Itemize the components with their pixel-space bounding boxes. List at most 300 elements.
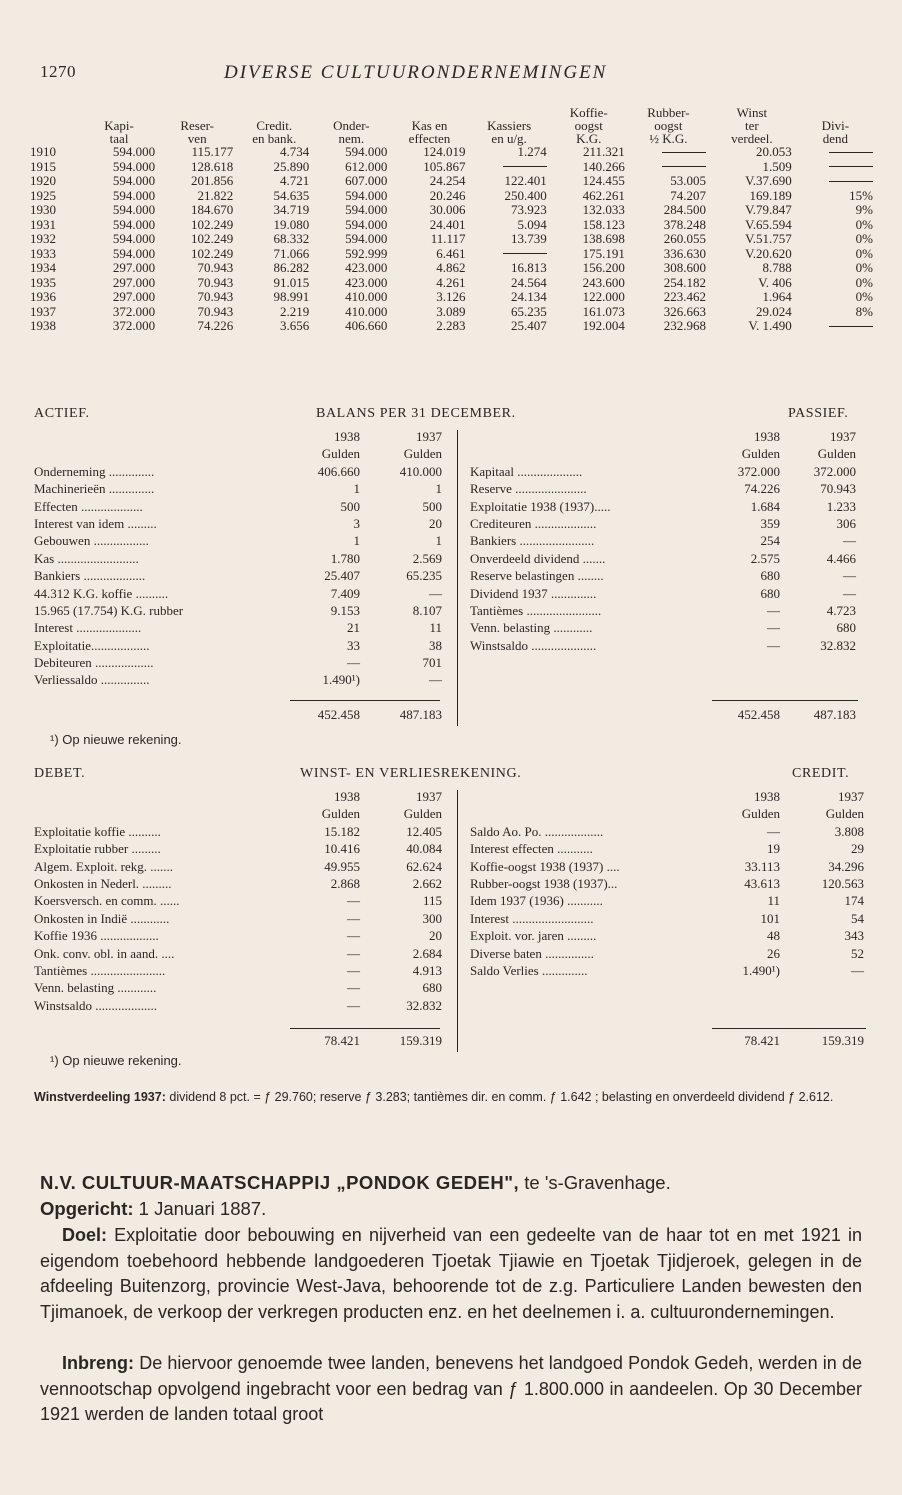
- header-cell: verdeel.: [731, 131, 773, 146]
- actief-list: [34, 463, 452, 689]
- doel-label: Doel:: [62, 1225, 107, 1245]
- header-cell: Kassiers: [487, 118, 532, 133]
- table-row: [30, 247, 876, 262]
- value-cell: 0%: [855, 245, 873, 261]
- value-1937: —: [843, 533, 856, 549]
- item-label: Tantièmes .......................: [34, 962, 166, 978]
- value-cell: 158.123: [582, 216, 625, 232]
- balance-total-rule: [290, 700, 440, 701]
- value-1937: 70.943: [820, 481, 856, 497]
- value-1937: 54: [851, 910, 864, 926]
- item-label: Rubber-oogst 1938 (1937)...: [470, 875, 618, 891]
- value-cell: V.20.620: [745, 245, 792, 261]
- value-cell: 2.219: [280, 303, 310, 319]
- item-label: Koffie 1936 ..................: [34, 928, 159, 944]
- value-cell: 53.005: [670, 173, 706, 188]
- list-item: [34, 585, 452, 602]
- value-cell: 184.670: [191, 202, 234, 217]
- list-item: [470, 515, 858, 532]
- item-label: Diverse baten ...............: [470, 945, 594, 961]
- year-cell: 1937: [30, 303, 56, 319]
- value-cell: [628, 145, 709, 160]
- value-cell: 594.000: [112, 216, 156, 232]
- value-cell: 6.461: [436, 245, 466, 261]
- wv-total-rule: [712, 1028, 866, 1029]
- header-cell: taal: [109, 131, 129, 146]
- value-cell: 1.964: [762, 289, 792, 304]
- value-cell: 132.033: [582, 202, 625, 217]
- value-cell: 612.000: [345, 158, 388, 174]
- value-1937: 300: [422, 910, 442, 926]
- header-cell: Kas en: [411, 118, 448, 133]
- value-1938: 1: [353, 533, 360, 549]
- balance-title: BALANS PER 31 DECEMBER.: [316, 406, 516, 421]
- list-item: [34, 550, 452, 567]
- item-label: Bankiers .......................: [470, 533, 595, 549]
- header-cell: Divi-: [821, 118, 850, 133]
- value-1938: 1.780: [330, 550, 360, 566]
- list-item: [34, 910, 452, 927]
- dash-mark: [662, 166, 706, 167]
- value-1937: 680: [836, 620, 856, 636]
- value-cell: 372.000: [112, 318, 156, 333]
- year-cell: 1920: [30, 173, 56, 188]
- value-1938: 9.153: [330, 602, 360, 618]
- value-cell: 122.000: [582, 289, 625, 304]
- balance-passief-columns: [470, 428, 858, 654]
- item-label: Winstsaldo ...................: [34, 997, 157, 1013]
- list-item: [34, 671, 452, 688]
- list-item: [470, 532, 858, 549]
- col-unit: Gulden: [403, 806, 442, 822]
- value-1937: 680: [422, 980, 442, 996]
- list-item: [470, 962, 866, 979]
- value-cell: 20.246: [429, 187, 466, 203]
- value-cell: 410.000: [345, 303, 388, 319]
- value-1938: —: [767, 620, 780, 636]
- value-cell: V.65.594: [745, 216, 792, 232]
- value-cell: 20.053: [756, 144, 792, 159]
- value-1938: —: [767, 602, 780, 618]
- value-1937: 343: [844, 928, 864, 944]
- value-cell: 11.117: [430, 231, 466, 246]
- item-label: Algem. Exploit. rekg. .......: [34, 858, 174, 874]
- total-1938: 452.458: [737, 707, 780, 722]
- value-1937: 8.107: [412, 602, 442, 618]
- col-unit: Gulden: [321, 446, 360, 462]
- col-year: 1938: [334, 429, 360, 444]
- header-cell: en bank.: [252, 131, 297, 146]
- item-label: Interest effecten ...........: [470, 841, 593, 857]
- value-1937: —: [429, 585, 442, 601]
- wv-title: WINST- EN VERLIESREKENING.: [300, 766, 522, 781]
- value-1937: 40.084: [406, 841, 442, 857]
- value-1938: 49.955: [324, 858, 360, 874]
- company-heading: [40, 1170, 862, 1222]
- value-cell: [795, 145, 876, 160]
- header-cell: ven: [187, 131, 207, 146]
- value-cell: 8.788: [762, 260, 792, 275]
- inbreng-paragraph: [40, 1351, 862, 1428]
- item-label: Effecten ...................: [34, 498, 143, 514]
- item-label: Exploitatie rubber .........: [34, 841, 161, 857]
- value-cell: 0%: [855, 216, 873, 232]
- value-1937: 120.563: [821, 875, 864, 891]
- value-cell: 156.200: [582, 260, 625, 275]
- value-cell: 297.000: [112, 274, 156, 290]
- table-row: [30, 145, 876, 160]
- wv-total-rule: [290, 1028, 440, 1029]
- value-1938: 10.416: [324, 841, 360, 857]
- value-cell: 24.254: [429, 173, 466, 188]
- list-item: [34, 463, 452, 480]
- table-row: [30, 261, 876, 276]
- value-cell: 169.189: [749, 187, 792, 203]
- value-cell: 594.000: [345, 231, 388, 246]
- page-number: 1270: [40, 62, 76, 81]
- header-cell: Rubber-: [647, 105, 690, 120]
- list-item: [470, 910, 866, 927]
- value-cell: 4.721: [280, 173, 310, 188]
- list-item: [34, 602, 452, 619]
- value-1937: 29: [851, 841, 864, 857]
- value-cell: 594.000: [345, 144, 388, 159]
- list-item: [34, 619, 452, 636]
- passief-heading: PASSIEF.: [788, 406, 849, 421]
- total-1937: 159.319: [821, 1033, 864, 1048]
- value-cell: 128.618: [191, 158, 234, 174]
- list-item: [470, 550, 858, 567]
- list-item: [470, 498, 858, 515]
- value-cell: 15%: [849, 187, 873, 203]
- winstverdeeling-note: [34, 1089, 872, 1105]
- value-cell: 594.000: [112, 187, 156, 203]
- value-1938: 680: [760, 568, 780, 584]
- list-item: [470, 567, 858, 584]
- value-cell: 297.000: [112, 260, 156, 275]
- value-cell: 250.400: [504, 187, 547, 203]
- col-year: 1938: [334, 789, 360, 804]
- value-1937: 3.808: [834, 823, 864, 839]
- table-row: [30, 305, 876, 320]
- item-label: Gebouwen .................: [34, 533, 149, 549]
- value-1937: 1: [435, 481, 442, 497]
- item-label: Interest van idem .........: [34, 515, 157, 531]
- list-item: [34, 962, 452, 979]
- list-item: [34, 498, 452, 515]
- value-cell: 9%: [855, 202, 873, 217]
- item-label: Debiteuren ..................: [34, 655, 154, 671]
- value-1937: 1.233: [826, 498, 856, 514]
- total-1938: 78.421: [324, 1033, 360, 1048]
- value-cell: 70.943: [197, 303, 234, 319]
- total-1937: 487.183: [399, 707, 442, 722]
- winstverdeeling-label: Winstverdeeling 1937:: [34, 1090, 166, 1104]
- value-1938: 372.000: [737, 463, 780, 479]
- value-cell: 91.015: [273, 274, 310, 290]
- balance-totals-passief: [470, 706, 858, 723]
- value-1938: 406.660: [317, 463, 360, 479]
- value-1937: 4.466: [826, 550, 856, 566]
- value-cell: 13.739: [510, 231, 547, 246]
- value-cell: 16.813: [510, 260, 547, 275]
- col-header-row: [470, 805, 866, 822]
- list-item: [34, 875, 452, 892]
- value-cell: 406.660: [345, 318, 388, 333]
- value-cell: 607.000: [345, 173, 388, 188]
- header-cell: Winst: [736, 105, 768, 120]
- value-1938: 2.868: [330, 875, 360, 891]
- list-item: [34, 654, 452, 671]
- value-cell: 24.134: [510, 289, 547, 304]
- item-label: Crediteuren ...................: [470, 515, 597, 531]
- year-table-body: [30, 145, 876, 334]
- value-1938: 1: [353, 481, 360, 497]
- value-1938: 1.684: [750, 498, 780, 514]
- value-1937: 32.832: [820, 637, 856, 653]
- list-item: [470, 892, 866, 909]
- value-cell: 102.249: [191, 216, 234, 232]
- item-label: Reserve belastingen ........: [470, 568, 604, 584]
- value-1938: —: [767, 823, 780, 839]
- value-cell: 594.000: [345, 202, 388, 217]
- value-cell: 138.698: [582, 231, 625, 246]
- doel-paragraph: [40, 1223, 862, 1325]
- header-cell: Koffie-: [569, 105, 608, 120]
- value-cell: 24.401: [429, 216, 466, 232]
- wv-totals-credit: [470, 1032, 866, 1049]
- list-item: [34, 892, 452, 909]
- value-1938: 74.226: [744, 481, 780, 497]
- value-1938: 48: [767, 928, 780, 944]
- value-1937: 701: [422, 655, 442, 671]
- item-label: Kas .........................: [34, 550, 139, 566]
- debet-list: [34, 823, 452, 1014]
- list-item: [470, 637, 858, 654]
- total-1938: 452.458: [317, 707, 360, 722]
- item-label: Interest .........................: [470, 910, 594, 926]
- value-cell: 3.126: [436, 289, 466, 304]
- item-label: Exploitatie koffie ..........: [34, 823, 161, 839]
- winstverdeeling-text: dividend 8 pct. = ƒ 29.760; reserve ƒ 3.283; tantièmes dir. en comm. ƒ 1.642 ; belasting en onverdeeld dividend ƒ 2.612.: [165, 1090, 834, 1104]
- item-label: Idem 1937 (1936) ...........: [470, 893, 603, 909]
- year-cell: 1930: [30, 202, 56, 217]
- list-item: [34, 567, 452, 584]
- value-cell: 594.000: [112, 144, 156, 159]
- col-unit: Gulden: [321, 806, 360, 822]
- value-cell: 594.000: [112, 245, 156, 261]
- value-1937: 115: [422, 893, 442, 909]
- value-1938: 15.182: [324, 823, 360, 839]
- value-1937: 4.913: [412, 962, 442, 978]
- value-cell: 4.862: [436, 260, 466, 275]
- value-cell: 161.073: [582, 303, 625, 319]
- value-1938: 101: [760, 910, 780, 926]
- value-1938: —: [347, 910, 360, 926]
- value-cell: 29.024: [756, 303, 792, 319]
- year-table: [30, 106, 876, 334]
- wv-credit-columns: [470, 788, 866, 979]
- value-cell: 336.630: [663, 245, 706, 261]
- list-item: [470, 875, 866, 892]
- wv-totals-debet: [34, 1032, 452, 1049]
- dash-mark: [503, 253, 547, 254]
- value-1938: —: [347, 928, 360, 944]
- value-cell: 1.274: [517, 144, 547, 159]
- value-cell: 284.500: [663, 202, 706, 217]
- dash-mark: [829, 152, 873, 153]
- header-cell: dend: [822, 131, 849, 146]
- running-head: DIVERSE CULTUURONDERNEMINGEN: [224, 62, 608, 83]
- list-item: [470, 927, 866, 944]
- value-1937: 410.000: [399, 463, 442, 479]
- value-cell: 74.226: [197, 318, 234, 333]
- value-1937: —: [851, 962, 864, 978]
- list-item: [34, 823, 452, 840]
- value-cell: 594.000: [112, 202, 156, 217]
- value-1937: 1: [435, 533, 442, 549]
- list-item: [470, 619, 858, 636]
- list-item: [470, 585, 858, 602]
- value-cell: 54.635: [273, 187, 310, 203]
- value-cell: 5.094: [517, 216, 547, 232]
- table-row: [30, 160, 876, 175]
- value-cell: V.51.757: [745, 231, 792, 246]
- header-cell: ter: [745, 118, 759, 133]
- value-1938: 1.490¹): [322, 672, 360, 688]
- value-1937: 174: [844, 893, 864, 909]
- item-label: Tantièmes .......................: [470, 602, 602, 618]
- item-label: Exploit. vor. jaren .........: [470, 928, 597, 944]
- header-cell: Credit.: [256, 118, 293, 133]
- value-1937: 38: [429, 637, 442, 653]
- header-cell: Reser-: [180, 118, 215, 133]
- actief-heading: ACTIEF.: [34, 406, 90, 421]
- value-cell: 102.249: [191, 245, 234, 261]
- value-1937: 306: [836, 515, 856, 531]
- value-1938: 2.575: [750, 550, 780, 566]
- value-cell: 19.080: [273, 216, 310, 232]
- inbreng-label: Inbreng:: [62, 1353, 134, 1373]
- value-cell: 423.000: [345, 274, 388, 290]
- value-cell: 122.401: [504, 173, 547, 188]
- value-1938: —: [767, 637, 780, 653]
- col-header-row: [34, 805, 452, 822]
- value-1937: 11: [429, 620, 442, 636]
- item-label: Machinerieën ..............: [34, 481, 155, 497]
- header-cell: ½ K.G.: [649, 131, 688, 146]
- value-cell: [469, 247, 550, 262]
- total-1937: 159.319: [399, 1033, 442, 1048]
- value-1938: 33: [347, 637, 360, 653]
- item-label: Onk. conv. obl. in aand. ....: [34, 945, 175, 961]
- list-item: [34, 480, 452, 497]
- header-cell: K.G.: [576, 131, 602, 146]
- value-1938: —: [347, 962, 360, 978]
- value-1937: 65.235: [406, 568, 442, 584]
- table-row: [30, 218, 876, 233]
- value-cell: 70.943: [197, 274, 234, 290]
- value-cell: 243.600: [582, 274, 625, 290]
- value-cell: 140.266: [582, 158, 625, 174]
- col-year: 1937: [838, 789, 864, 804]
- item-label: Reserve ......................: [470, 481, 587, 497]
- col-unit: Gulden: [741, 446, 780, 462]
- value-1938: 33.113: [744, 858, 780, 874]
- value-1937: —: [843, 568, 856, 584]
- value-cell: 71.066: [273, 245, 310, 261]
- list-item: [470, 463, 858, 480]
- value-cell: 105.867: [423, 158, 466, 174]
- header-cell: en u/g.: [491, 131, 527, 146]
- list-item: [34, 945, 452, 962]
- value-cell: 74.207: [670, 187, 706, 203]
- debet-heading: DEBET.: [34, 766, 86, 781]
- header-year: [30, 119, 80, 132]
- value-cell: 70.943: [197, 260, 234, 275]
- list-item: [34, 927, 452, 944]
- item-label: Onkosten in Indië ............: [34, 910, 170, 926]
- year-cell: 1935: [30, 274, 56, 290]
- value-cell: 594.000: [112, 231, 156, 246]
- value-cell: 3.656: [280, 318, 310, 333]
- value-1938: 21: [347, 620, 360, 636]
- list-item: [34, 840, 452, 857]
- value-1938: —: [347, 893, 360, 909]
- item-label: Onkosten in Nederl. .........: [34, 875, 172, 891]
- value-1938: 7.409: [330, 585, 360, 601]
- value-cell: 25.890: [273, 158, 310, 174]
- value-cell: 21.822: [197, 187, 234, 203]
- value-1938: 11: [767, 893, 780, 909]
- header-cell: Onder-: [333, 118, 370, 133]
- value-cell: 124.019: [423, 144, 466, 159]
- value-1937: 2.684: [412, 945, 442, 961]
- value-cell: 423.000: [345, 260, 388, 275]
- value-cell: 0%: [855, 231, 873, 246]
- list-item: [470, 823, 866, 840]
- list-item: [34, 637, 452, 654]
- col-header-row: [34, 428, 452, 445]
- item-label: Saldo Verlies ..............: [470, 962, 588, 978]
- year-cell: 1932: [30, 231, 56, 246]
- value-1938: 3: [353, 515, 360, 531]
- value-cell: [469, 160, 550, 175]
- value-cell: 308.600: [663, 260, 706, 275]
- value-cell: 372.000: [112, 303, 156, 319]
- col-unit: Gulden: [817, 446, 856, 462]
- header-year: [30, 106, 80, 119]
- value-cell: V. 406: [758, 274, 792, 290]
- value-1937: 62.624: [406, 858, 442, 874]
- item-label: Koffie-oogst 1938 (1937) ....: [470, 858, 620, 874]
- value-cell: 0%: [855, 274, 873, 290]
- dash-mark: [829, 166, 873, 167]
- dash-mark: [829, 181, 873, 182]
- value-1938: —: [347, 655, 360, 671]
- value-cell: 70.943: [197, 289, 234, 304]
- col-header-row: [34, 445, 452, 462]
- item-label: Bankiers ...................: [34, 568, 146, 584]
- value-1938: 25.407: [324, 568, 360, 584]
- value-cell: 98.991: [273, 289, 310, 304]
- col-unit: Gulden: [403, 446, 442, 462]
- year-cell: 1934: [30, 260, 56, 275]
- col-unit: Gulden: [741, 806, 780, 822]
- value-cell: [795, 174, 876, 189]
- year-cell: 1938: [30, 318, 56, 333]
- value-cell: V.37.690: [745, 173, 792, 188]
